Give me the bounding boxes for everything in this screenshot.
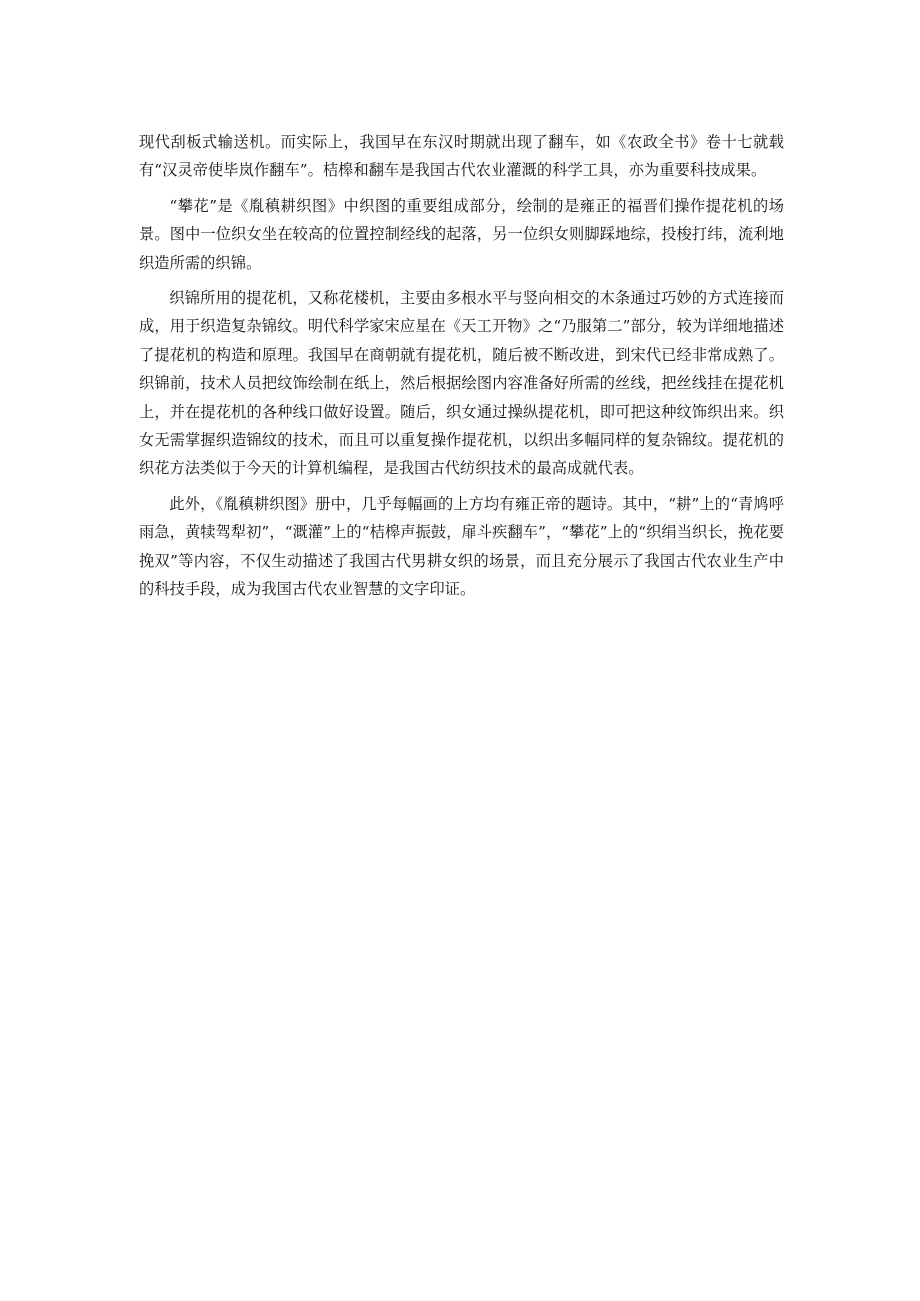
paragraph-poems: 此外，《胤稹耕织图》册中，几乎每幅画的上方均有雍正帝的题诗。其中，“耕”上的“青鸠呼雨急，黄犊驾犁初”，“溉灌”上的“桔槔声振鼓，扉斗疾翻车”，“攀花”上的“织绢当织长，挽花要挽双”等内容，不仅生动描述了我国古代男耕女织的场景，而且充分展示了我国古代农业生产中的科技手段，成为我国古代农业智慧的文字印证。 [139,494,784,599]
paragraph-continued: 现代刮板式输送机。而实际上，我国早在东汉时期就出现了翻车，如《农政全书》卷十七就载有“汉灵帝使毕岚作翻车”。桔槔和翻车是我国古代农业灌溉的科学工具，亦为重要科技成果。 [139,133,784,180]
paragraph-panhua: “攀花”是《胤稹耕织图》中织图的重要组成部分，绘制的是雍正的福晋们操作提花机的场景。图中一位织女坐在较高的位置控制经线的起落，另一位织女则脚踩地综，投梭打纬，流利地织造所需的织锦。 [139,196,784,272]
article-body [139,128,784,611]
paragraph-jacquard-loom: 织锦所用的提花机，又称花楼机，主要由多根水平与竖向相交的木条通过巧妙的方式连接而成，用于织造复杂锦纹。明代科学家宋应星在《天工开物》之“乃服第二”部分，较为详细地描述了提花机的构造和原理。我国早在商朝就有提花机，随后被不断改进，到宋代已经非常成熟了。织锦前，技术人员把纹饰绘制在纸上，然后根据绘图内容准备好所需的丝线，把丝线挂在提花机上，并在提花机的各种线口做好设置。随后，织女通过操纵提花机，即可把这种纹饰织出来。织女无需掌握织造锦纹的技术，而且可以重复操作提花机，以织出多幅同样的复杂锦纹。提花机的织花方法类似于今天的计算机编程，是我国古代纺织技术的最高成就代表。 [139,289,784,478]
